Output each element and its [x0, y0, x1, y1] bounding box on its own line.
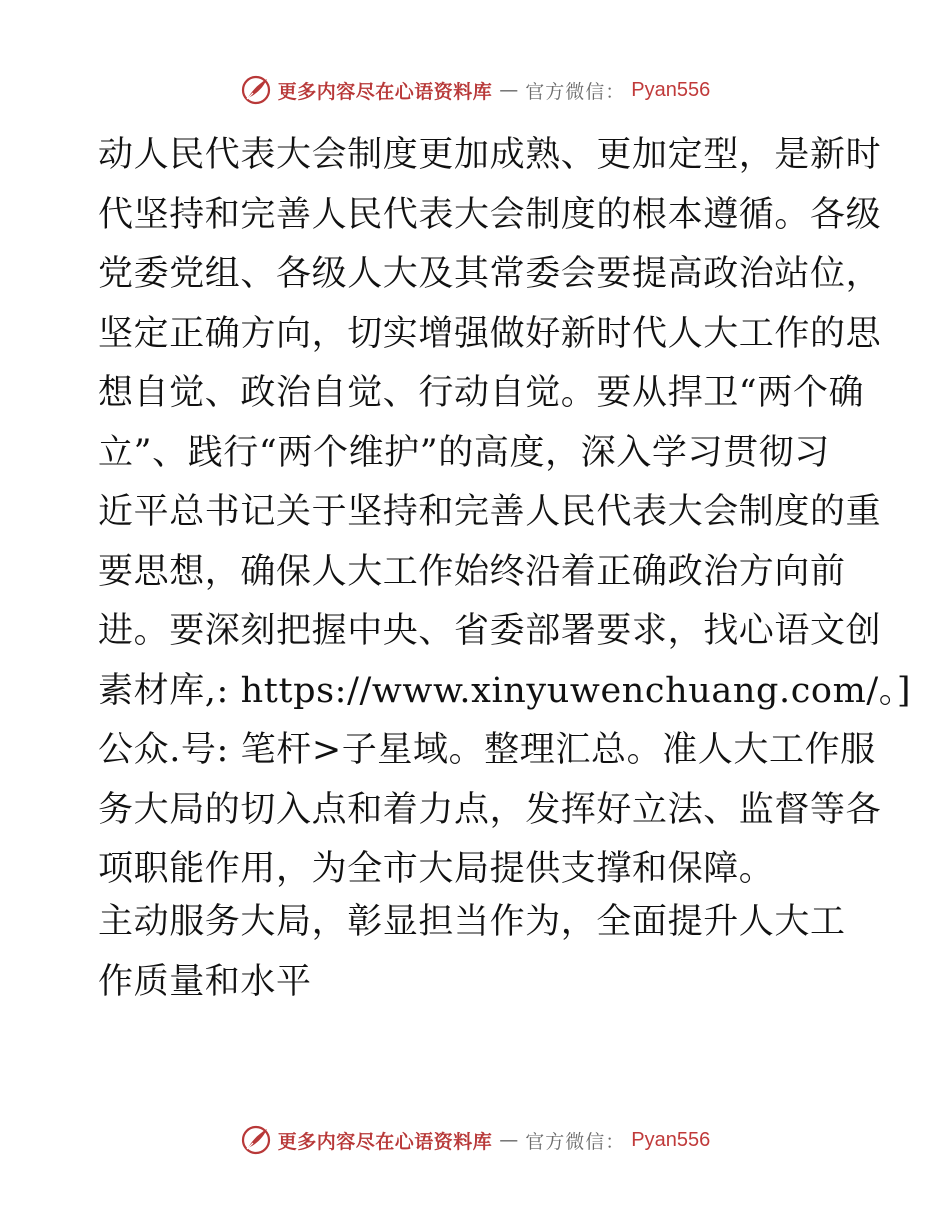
- body-paragraph: [98, 126, 912, 900]
- body-line: 项职能作用，为全市大局提供支撑和保障。: [98, 849, 775, 889]
- section-heading: [98, 893, 858, 1012]
- watermark-wechat-label: 官方微信：: [525, 80, 626, 103]
- watermark-dash: —: [499, 1129, 519, 1151]
- quill-pen-icon: [240, 74, 272, 106]
- heading-line: 主动服务大局，彰显担当作为，全面提升人大工: [98, 902, 846, 942]
- body-line: 近平总书记关于坚持和完善人民代表大会制度的重: [98, 492, 882, 532]
- watermark-brand: 更多内容尽在心语资料库: [277, 80, 493, 103]
- body-line: 立”、践行“两个维护”的高度，深入学习贯彻习: [98, 432, 830, 473]
- body-line: 代坚持和完善人民代表大会制度的根本遵循。各级: [98, 194, 882, 235]
- body-line: 动人民代表大会制度更加成熟、更加定型，是新时: [98, 135, 882, 175]
- body-line: 想自觉、政治自觉、行动自觉。要从捍卫“两个确: [98, 373, 865, 413]
- body-line: 要思想，确保人大工作始终沿着正确政治方向前: [98, 551, 846, 592]
- footer-watermark: [0, 1120, 950, 1160]
- watermark-dash: —: [499, 79, 519, 101]
- heading-line: 作质量和水平: [98, 961, 312, 1002]
- body-line: 务大局的切入点和着力点，发挥好立法、监督等各: [98, 789, 882, 830]
- quill-pen-icon: [240, 1124, 272, 1156]
- watermark-wechat-label: 官方微信：: [525, 1130, 626, 1153]
- body-line: 公众.号: 笔杆>子星域。整理汇总。准人大工作服: [98, 730, 876, 770]
- body-line-url: 素材库,: https://www.xinyuwenchuang.com/。]: [98, 670, 912, 711]
- watermark-brand: 更多内容尽在心语资料库: [277, 1130, 493, 1153]
- watermark-handle: Pyan556: [631, 1128, 711, 1151]
- watermark-handle: Pyan556: [631, 78, 711, 101]
- header-watermark: [0, 70, 950, 110]
- body-line: 党委党组、各级人大及其常委会要提高政治站位，: [98, 254, 882, 294]
- body-line: 进。要深刻把握中央、省委部署要求，找心语文创: [98, 611, 882, 651]
- body-line: 坚定正确方向，切实增强做好新时代人大工作的思: [98, 313, 882, 354]
